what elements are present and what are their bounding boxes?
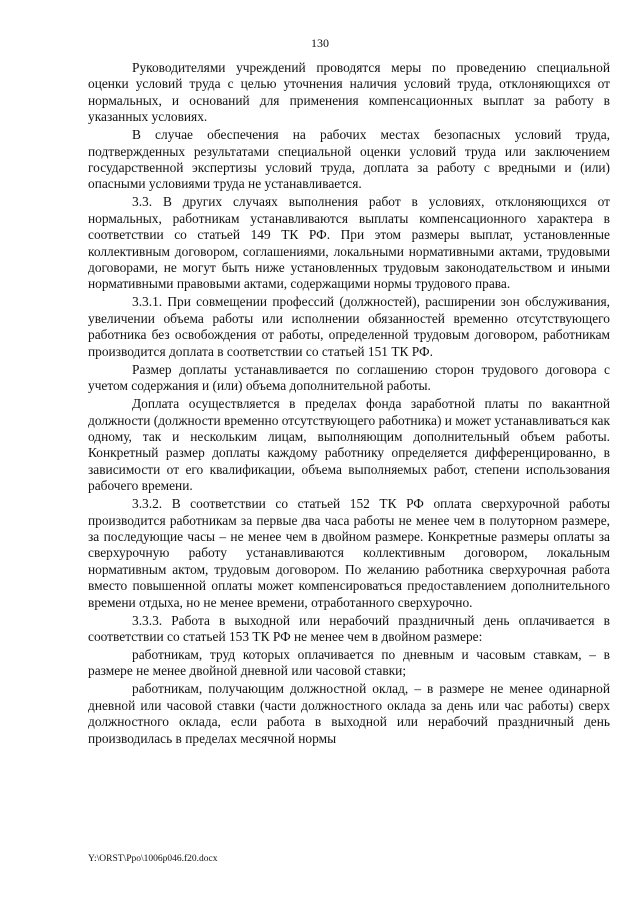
paragraph: 3.3.3. Работа в выходной или нерабочий праздничный день оплачивается в соответствии со статьей 153 ТК РФ не менее чем в двойном размере: [88,612,610,644]
paragraph: 3.3.1. При совмещении профессий (должностей), расширении зон обслуживания, увеличении объема работы или исполнении обязанностей временно отсутствующего работника без освобождения от работы, определенной трудовым договором, работникам производится доплата в соответствии со статьей 151 ТК РФ. [88,294,610,359]
paragraph: работникам, труд которых оплачивается по дневным и часовым ставкам, – в размере не менее двойной дневной или часовой ставки; [88,646,610,679]
paragraph: Руководителями учреждений проводятся меры по проведению специальной оценки условий труда с целью уточнения наличия условий труда, отклоняющихся от нормальных, и оснований для применения компенсационных выплат за работу в указанных условиях. [88,60,610,125]
footer-file-path: Y:\ORST\Ppo\1006p046.f20.docx [88,854,218,864]
paragraph: 3.3. В других случаях выполнения работ в условиях, отклоняющихся от нормальных, работникам устанавливаются выплаты компенсационного характера в соответствии со статьей 149 ТК РФ. При этом размеры выплат, установленные коллективным договором, соглашениями, локальными нормативными актами, трудовыми договорами, не могут быть ниже установленных трудовым законодательством и иными нормативными правовыми актами, содержащими нормы трудового права. [88,194,610,292]
page-number: 130 [311,36,329,50]
document-body [88,60,610,749]
paragraph: 3.3.2. В соответствии со статьей 152 ТК РФ оплата сверхурочной работы производится работникам за первые два часа работы не менее чем в полуторном размере, за последующие часы – не менее чем в двойном размере. Конкретные размеры оплаты за сверхурочную работу устанавливаются коллективным договором, локальным нормативным актом, трудовым договором. По желанию работника сверхурочная работа вместо повышенной оплаты может компенсироваться предоставлением дополнительного времени отдыха, но не менее времени, отработанного сверхурочно. [88,496,610,610]
paragraph: В случае обеспечения на рабочих местах безопасных условий труда, подтвержденных результатами специальной оценки условий труда или заключением государственной экспертизы условий труда, доплата за работу с вредными и (или) опасными условиями труда не устанавливается. [88,127,610,192]
paragraph: работникам, получающим должностной оклад, – в размере не менее одинарной дневной или часовой ставки (части должностного оклада за день или час работы) сверх должностного оклада, если работа в выходной или нерабочий праздничный день производилась в пределах месячной нормы [88,681,610,746]
paragraph: Размер доплаты устанавливается по соглашению сторон трудового договора с учетом содержания и (или) объема дополнительной работы. [88,361,610,394]
paragraph: Доплата осуществляется в пределах фонда заработной платы по вакантной должности (должности временно отсутствующего работника) и может устанавливаться как одному, так и нескольким лицам, выполняющим дополнительный объем работы. Конкретный размер доплаты каждому работнику определяется дифференцированно, в зависимости от его квалификации, объема выполняемых работ, степени использования рабочего времени. [88,396,610,494]
